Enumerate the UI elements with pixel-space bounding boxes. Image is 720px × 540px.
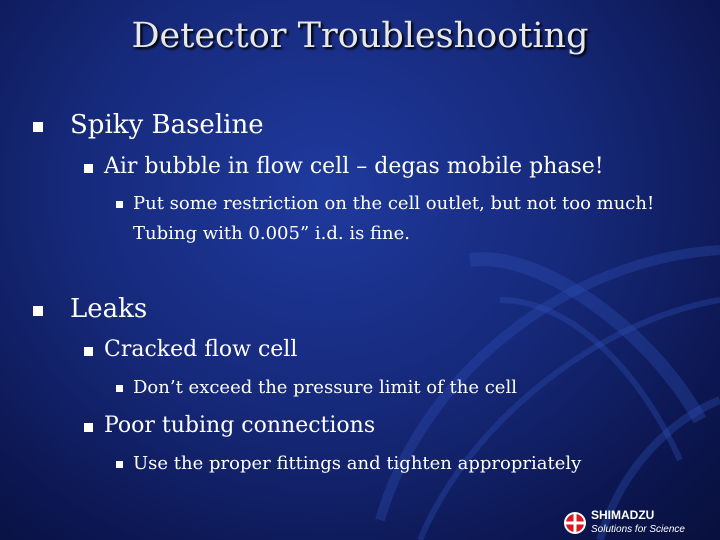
sub-list-item: Don’t exceed the pressure limit of the cell [133,377,517,398]
list-item: Air bubble in flow cell – degas mobile phase! [104,154,604,179]
sub-list-item-continuation: Tubing with 0.005” i.d. is fine. [133,223,411,244]
slide-title: Detector Troubleshooting [131,16,589,56]
shimadzu-logo-icon [563,511,587,535]
bullet-square [84,347,93,356]
bullet-square [33,122,43,132]
section-heading: Spiky Baseline [70,110,264,140]
bullet-square [116,461,123,468]
list-item: Cracked flow cell [104,337,298,362]
bullet-square [116,385,123,392]
bullet-square [84,423,93,432]
sub-list-item: Use the proper fittings and tighten appropriately [133,453,582,474]
bullet-square [116,201,123,208]
logo-brand-name: SHIMADZU [591,508,655,522]
shimadzu-logo [563,508,720,540]
bullet-square [33,306,43,316]
section-heading: Leaks [70,294,148,324]
sub-list-item: Put some restriction on the cell outlet, but not too much! [133,193,655,214]
list-item: Poor tubing connections [104,413,376,438]
logo-tagline: Solutions for Science [591,524,685,535]
bullet-square [84,164,93,173]
